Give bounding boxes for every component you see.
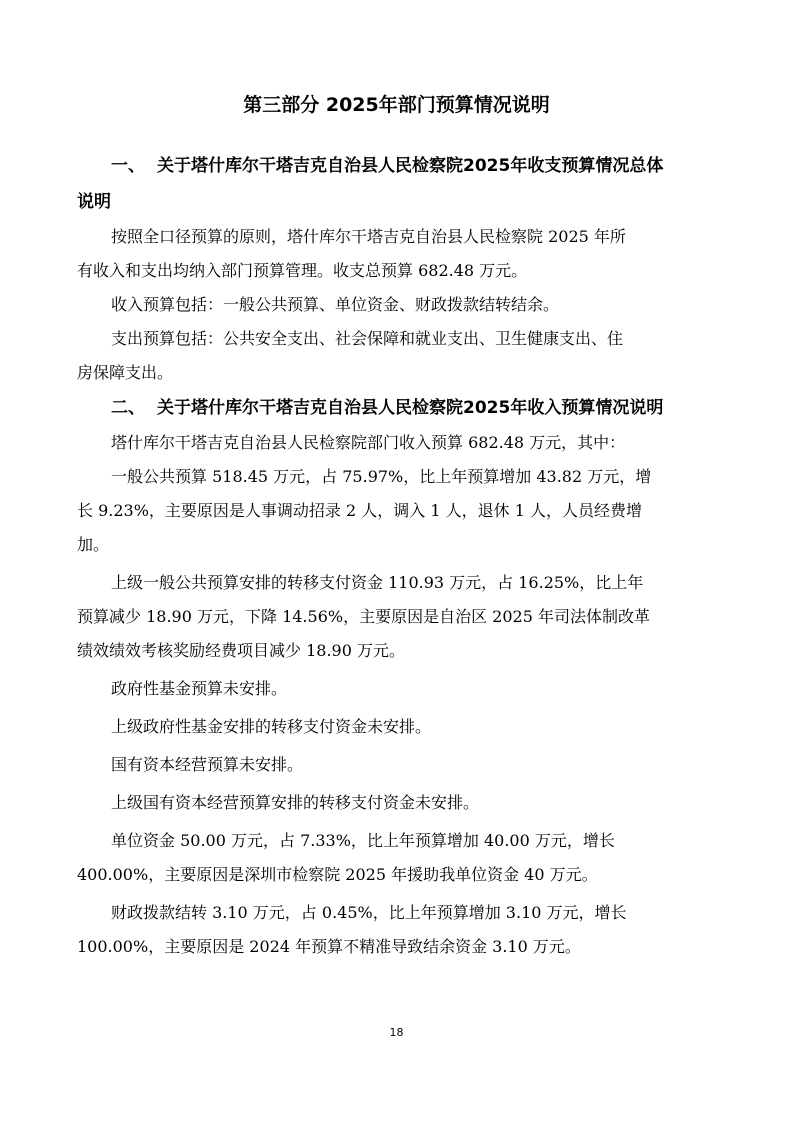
paragraph-line: 单位资金 50.00 万元，占 7.33%，比上年预算增加 40.00 万元，增长 (111, 831, 615, 850)
page-title: 第三部分 2025年部门预算情况说明 (243, 94, 550, 116)
paragraph-line: 财政拨款结转 3.10 万元，占 0.45%，比上年预算增加 3.10 万元，增长 (111, 903, 627, 922)
section-heading-2-text: 关于塔什库尔干塔吉克自治县人民检察院2025年收入预算情况说明 (157, 398, 664, 418)
paragraph-line: 支出预算包括：公共安全支出、社会保障和就业支出、卫生健康支出、住 (111, 329, 624, 348)
section-number-2: 二、 (111, 398, 145, 418)
paragraph (77, 786, 717, 820)
paragraph-line: 政府性基金预算未安排。 (111, 679, 288, 698)
paragraph-line: 上级国有资本经营预算安排的转移支付资金未安排。 (111, 793, 480, 812)
paragraph-line: 按照全口径预算的原则，塔什库尔干塔吉克自治县人民检察院 2025 年所 (111, 227, 626, 246)
paragraph (77, 426, 717, 460)
section-heading-1-line1 (77, 148, 717, 184)
section-heading-1-text: 关于塔什库尔干塔吉克自治县人民检察院2025年收支预算情况总体 (157, 156, 664, 176)
section-heading-2-line1 (77, 390, 717, 426)
section-heading-2 (77, 390, 717, 426)
paragraph-line: 收入预算包括：一般公共预算、单位资金、财政拨款结转结余。 (111, 295, 560, 314)
paragraph (77, 322, 717, 390)
paragraph-line: 加。 (77, 535, 110, 554)
paragraph-line: 有收入和支出均纳入部门预算管理。收支总预算 682.48 万元。 (77, 261, 528, 280)
section-number-1: 一、 (111, 156, 145, 176)
paragraph-line: 预算减少 18.90 万元，下降 14.56%，主要原因是自治区 2025 年司法体制改革 (77, 607, 650, 626)
paragraph-line: 上级政府性基金安排的转移支付资金未安排。 (111, 717, 432, 736)
document-body (77, 148, 717, 964)
paragraph (77, 566, 717, 668)
paragraph (77, 220, 717, 288)
paragraph (77, 460, 717, 562)
paragraph-line: 长 9.23%，主要原因是人事调动招录 2 人，调入 1 人，退休 1 人，人员经费增 (77, 501, 642, 520)
page-number: 18 (389, 1026, 404, 1039)
section-heading-1-line2: 说明 (77, 192, 111, 212)
paragraph (77, 748, 717, 782)
paragraph-line: 上级一般公共预算安排的转移支付资金 110.93 万元，占 16.25%，比上年 (111, 573, 644, 592)
paragraph-line: 一般公共预算 518.45 万元，占 75.97%，比上年预算增加 43.82 万元，增 (111, 467, 652, 486)
paragraph (77, 288, 717, 322)
paragraph-line: 国有资本经营预算未安排。 (111, 755, 304, 774)
paragraph-line: 塔什库尔干塔吉克自治县人民检察院部门收入预算 682.48 万元，其中： (111, 433, 626, 452)
paragraph (77, 824, 717, 892)
paragraph (77, 896, 717, 964)
paragraph-line: 400.00%，主要原因是深圳市检察院 2025 年援助我单位资金 40 万元。 (77, 865, 598, 884)
paragraph (77, 672, 717, 706)
paragraph-line: 绩效绩效考核奖励经费项目减少 18.90 万元。 (77, 641, 405, 660)
paragraph (77, 710, 717, 744)
section-heading-1 (77, 148, 717, 220)
paragraph-line: 房保障支出。 (77, 363, 174, 382)
paragraph-line: 100.00%，主要原因是 2024 年预算不精准导致结余资金 3.10 万元。 (77, 937, 581, 956)
